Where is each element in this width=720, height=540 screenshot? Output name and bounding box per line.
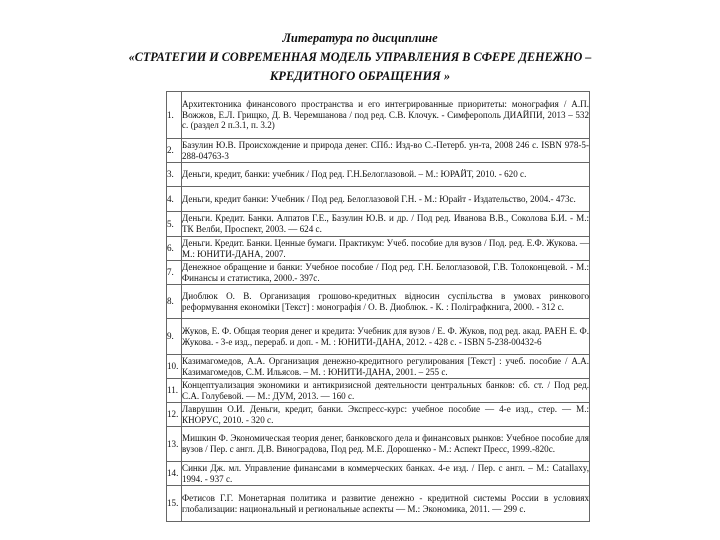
reference-text: Архитектоника финансового пространства и его интегрированные приоритеты: монография / А.П. Вожжов, Е.Л. Грищко, Д. В. Черемшанова / под ред. С.В. Клочук. - Симферополь ДИАЙПИ, 2013 – 532 с. (раздел 2 п.3.1, п. 3.2) bbox=[182, 92, 590, 139]
reference-text: Лаврушин О.И. Деньги, кредит, банки. Экспресс-курс: учебное пособие — 4-е изд., стер. — М.: КНОРУС, 2010. - 320 с. bbox=[182, 403, 589, 425]
table-row bbox=[167, 427, 590, 462]
table-row bbox=[167, 403, 590, 427]
reference-number: 4. bbox=[167, 187, 182, 212]
table-row bbox=[167, 319, 590, 355]
table-row bbox=[167, 285, 590, 319]
table-row bbox=[167, 486, 590, 522]
course-title-line-2: КРЕДИТНОГО ОБРАЩЕНИЯ » bbox=[269, 69, 451, 83]
reference-text: Фетисов Г.Г. Монетарная политика и развитие денежно - кредитной системы России в условиях глобализации: национальный и региональные аспекты — М.: Экономика, 2011. — 299 с. bbox=[182, 486, 590, 522]
reference-number: 11. bbox=[167, 379, 182, 403]
reference-text: Синки Дж. мл. Управление финансами в коммерческих банках. 4-е изд. / Пер. с англ. – М.: Catallaxy, 1994. - 937 с. bbox=[182, 462, 589, 484]
reference-text: Деньги. Кредит. Банки. Ценные бумаги. Практикум: Учеб. пособие для вузов / Под. ред. Е.Ф. Жукова. — М.: ЮНИТИ-ДАНА, 2007. bbox=[182, 237, 589, 259]
table-row bbox=[167, 462, 590, 486]
reference-number: 7. bbox=[167, 261, 182, 285]
table-row bbox=[167, 139, 590, 163]
reference-number: 2. bbox=[167, 139, 182, 163]
table-row bbox=[167, 163, 590, 187]
reference-number: 14. bbox=[167, 462, 182, 486]
reference-number: 12. bbox=[167, 403, 182, 427]
reference-number: 5. bbox=[167, 212, 182, 237]
reference-number: 6. bbox=[167, 237, 182, 261]
course-title-line-1: «СТРАТЕГИИ И СОВРЕМЕННАЯ МОДЕЛЬ УПРАВЛЕНИЯ В СФЕРЕ ДЕНЕЖНО – bbox=[128, 50, 592, 64]
reference-text: Мишкин Ф. Экономическая теория денег, банковского дела и финансовых рынков: Учебное пособие для вузов / Пер. с англ. Д.В. Виноградова, Под ред. М.Е. Дорошенко - М.: Аспект Пресс, 1999.-820с. bbox=[182, 427, 590, 462]
reference-number: 1. bbox=[167, 92, 182, 139]
table-row bbox=[167, 212, 590, 237]
reference-text: Деньги, кредит банки: Учебник / Под ред. Белоглазовой Г.Н. - М.: Юрайт - Издательство, 2004.- 473с. bbox=[182, 187, 590, 212]
reference-number: 9. bbox=[167, 319, 182, 355]
reference-text: Денежное обращение и банки: Учебное пособие / Под ред. Г.Н. Белоглазовой, Г.В. Толоконцевой. - М.: Финансы и статистика, 2000.- 397с. bbox=[182, 261, 589, 283]
reference-text: Деньги. Кредит. Банки. Алпатов Г.Е., Базулин Ю.В. и др. / Под ред. Иванова В.В., Соколова Б.И. - М.: ТК Велби, Проспект, 2003. — 624 с. bbox=[182, 212, 590, 237]
table-row bbox=[167, 237, 590, 261]
reference-number: 10. bbox=[167, 355, 182, 379]
table-row bbox=[167, 355, 590, 379]
table-row bbox=[167, 92, 590, 139]
reference-number: 13. bbox=[167, 427, 182, 462]
page-title: Литература по дисциплине bbox=[282, 31, 438, 45]
references-table bbox=[166, 91, 590, 522]
reference-number: 8. bbox=[167, 285, 182, 319]
reference-text: Казимагомедов, А.А. Организация денежно-кредитного регулирования [Текст] : учеб. пособие / А.А. Казимагомедов, С.М. Ильясов. – М. : ЮНИТИ-ДАНА, 2001. – 255 с. bbox=[182, 355, 589, 377]
table-row bbox=[167, 187, 590, 212]
reference-text: Деньги, кредит, банки: учебник / Под ред. Г.Н.Белоглазовой. – М.: ЮРАЙТ, 2010. - 620 с. bbox=[182, 163, 590, 187]
reference-text: Концептуализация экономики и антикризисной деятельности центральных банков: сб. ст. / Под ред. С.А. Голубевой. — М.: ДУМ, 2013. — 160 с. bbox=[182, 379, 589, 401]
reference-number: 15. bbox=[167, 486, 182, 522]
reference-text: Жуков, Е. Ф. Общая теория денег и кредита: Учебник для вузов / Е. Ф. Жуков, под ред. акад. РАЕН Е. Ф. Жукова. - 3-е изд., перераб. и доп. - М. : ЮНИТИ-ДАНА, 2012. - 428 с. - ISBN 5-238-00432-6 bbox=[182, 319, 590, 355]
reference-number: 3. bbox=[167, 163, 182, 187]
table-row bbox=[167, 379, 590, 403]
table-row bbox=[167, 261, 590, 285]
reference-text: Базулин Ю.В. Происхождение и природа денег. СПб.: Изд-во С.-Петерб. ун-та, 2008 246 с. ISBN 978-5-288-04763-3 bbox=[182, 139, 589, 161]
reference-text: Диоблюк О. В. Организация грошово-кредитных відносин суспільства в умовах ринкового реформування економіки [Текст] : монографія / О. В. Диоблюк. - К. : Поліграфкнига, 2000. - 312 с. bbox=[182, 285, 590, 319]
